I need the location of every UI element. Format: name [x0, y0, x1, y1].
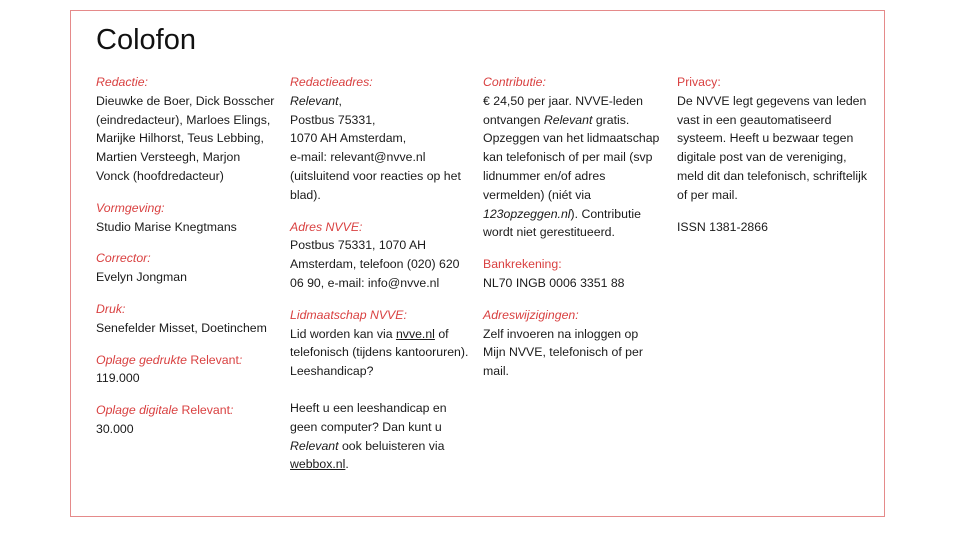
section-adreswijzigingen — [483, 306, 663, 381]
oplage-gedrukt-label-c: : — [238, 352, 243, 367]
oplage-gedrukt-label-b: Relevant — [190, 352, 239, 367]
section-adres-nvve — [290, 218, 475, 293]
lidmaatschap-label: Lidmaatschap NVVE: — [290, 307, 407, 322]
corrector-label: Corrector: — [96, 251, 151, 266]
privacy-text: De NVVE legt gegevens van leden vast in een geautomatiseerd systeem. Heeft u bezwaar tegen digitale post van de vereniging, meld dit dan telefonisch, schriftelijk of per mail. — [677, 93, 868, 202]
section-redactie — [96, 73, 276, 186]
privacy-label: Privacy: — [677, 75, 721, 89]
oplage-gedrukt-label — [96, 351, 276, 370]
redactie-text: Dieuwke de Boer, Dick Bosscher (eindredacteur), Marloes Elings, Marijke Hilhorst, Teus Lebbing, Martien Versteegh, Marjon Vonck (hoofdredacteur) — [96, 93, 275, 183]
redactieadres-line2: 1070 AH Amsterdam, — [290, 131, 407, 146]
vormgeving-label: Vormgeving: — [96, 200, 165, 215]
redactieadres-name-suffix: , — [338, 93, 342, 108]
redactieadres-label: Redactieadres: — [290, 75, 373, 89]
section-oplage-gedrukt — [96, 351, 276, 389]
adreswijzigingen-text: Zelf invoeren na inloggen op Mijn NVVE, telefonisch of per mail. — [483, 326, 643, 379]
druk-label: Druk: — [96, 301, 126, 316]
section-issn — [677, 218, 867, 237]
oplage-digitaal-label-b: Relevant — [181, 403, 231, 418]
redactie-label: Redactie: — [96, 75, 148, 89]
oplage-digitaal-label-a: Oplage digitale — [96, 403, 182, 418]
contributie-text — [483, 92, 663, 242]
contributie-text-c: ). Contributie wordt niet gerestitueerd. — [483, 206, 641, 240]
section-bankrekening — [483, 255, 663, 293]
redactieadres-line1: Postbus 75331, — [290, 112, 376, 127]
contributie-label: Contributie: — [483, 75, 546, 89]
bankrekening-text: NL70 INGB 0006 3351 88 — [483, 275, 625, 290]
column-3 — [483, 73, 663, 394]
section-corrector — [96, 249, 276, 287]
webbox-link[interactable]: webbox.nl — [290, 457, 346, 472]
section-privacy — [677, 73, 867, 205]
redactieadres-name: Relevant — [290, 93, 339, 108]
vormgeving-text: Studio Marise Knegtmans — [96, 219, 237, 234]
oplage-digitaal-label — [96, 401, 276, 420]
contributie-name: Relevant — [543, 112, 593, 127]
bankrekening-label: Bankrekening: — [483, 257, 562, 272]
lidmaatschap-text-a: Lid worden kan via — [290, 326, 396, 341]
contributie-text-a: € 24,50 per jaar. NVVE-leden ontvangen — [483, 93, 643, 127]
redactieadres-name-line — [290, 92, 475, 111]
nvve-link[interactable]: nvve.nl — [395, 326, 435, 341]
contributie-site: 123opzeggen.nl — [483, 206, 571, 221]
section-lidmaatschap — [290, 306, 475, 381]
adres-nvve-text: Postbus 75331, 1070 AH Amsterdam, telefoon (020) 620 06 90, e-mail: info@nvve.nl — [290, 238, 460, 290]
section-redactieadres — [290, 73, 475, 205]
corrector-text: Evelyn Jongman — [96, 270, 187, 285]
oplage-gedrukt-value: 119.000 — [96, 371, 140, 386]
contributie-text-b: gratis. Opzeggen van het lidmaatschap kan telefonisch of per mail (svp lidnummer en/of adres vermelden) (niét via — [483, 112, 660, 202]
leeshandicap-text — [290, 399, 475, 474]
leeshandicap-name: Relevant — [290, 438, 339, 453]
column-1 — [96, 73, 276, 452]
leeshandicap-text-c: . — [345, 457, 349, 472]
lidmaatschap-text — [290, 325, 475, 381]
leeshandicap-text-a: Heeft u een leeshandicap en geen computer? Dan kunt u — [290, 400, 447, 434]
redactieadres-line3: e-mail: relevant@nvve.nl (uitsluitend voor reacties op het blad). — [290, 150, 461, 202]
section-contributie — [483, 73, 663, 242]
column-4 — [677, 73, 867, 249]
issn-text: ISSN 1381-2866 — [677, 219, 768, 234]
section-oplage-digitaal — [96, 401, 276, 439]
adreswijzigingen-label: Adreswijzigingen: — [483, 307, 579, 322]
adres-nvve-label: Adres NVVE: — [290, 219, 363, 234]
section-leeshandicap — [290, 399, 475, 474]
oplage-digitaal-value: 30.000 — [96, 421, 134, 436]
lidmaatschap-text-b: of telefonisch (tijdens kantooruren). Leeshandicap? — [290, 326, 469, 379]
page-title: Colofon — [96, 24, 196, 56]
section-druk — [96, 300, 276, 338]
druk-text: Senefelder Misset, Doetinchem — [96, 320, 267, 335]
leeshandicap-text-b: ook beluisteren via — [338, 438, 445, 453]
column-2 — [290, 73, 475, 487]
section-vormgeving — [96, 199, 276, 237]
oplage-gedrukt-label-a: Oplage gedrukte — [96, 352, 191, 367]
oplage-digitaal-label-c: : — [230, 403, 234, 418]
